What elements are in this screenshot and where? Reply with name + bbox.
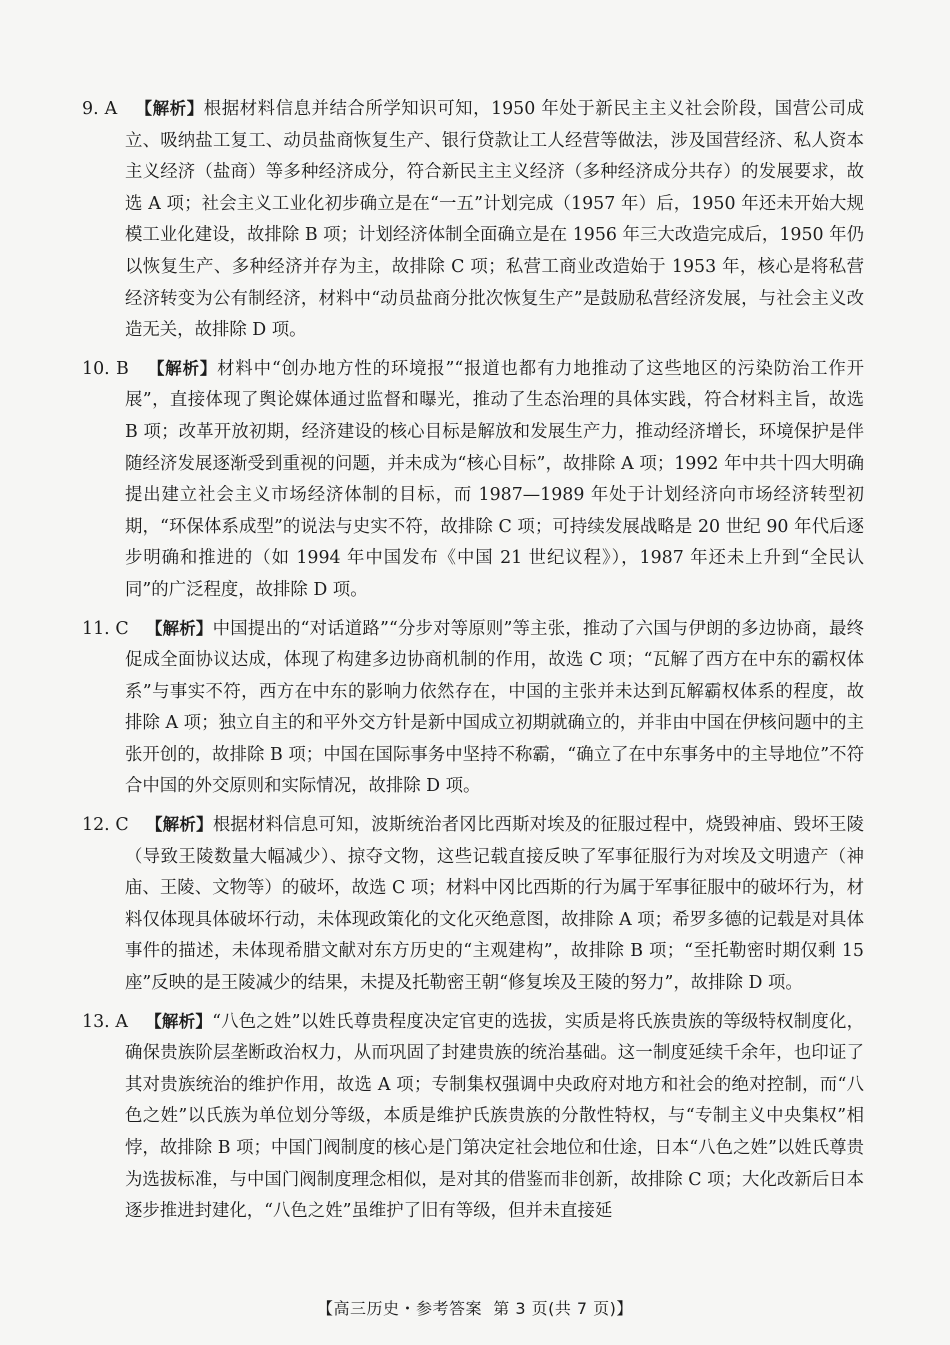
answer-number: 12. C bbox=[82, 815, 129, 836]
answer-item-10 bbox=[82, 353, 864, 607]
analysis-tag: 【解析】 bbox=[135, 99, 204, 118]
answer-text: “八色之姓”以姓氏尊贵程度决定官吏的选拔，实质是将氏族贵族的等级特权制度化，确保贵族阶层垄断政治权力，从而巩固了封建贵族的统治基础。这一制度延续千余年，也印证了其对贵族统治的维护作用，故选 A 项；专制集权强调中央政府对地方和社会的绝对控制，而“八色之姓”以氏族为单位划分等级，本质是维护氏族贵族的分散性特权，与“专制主义中央集权”相悖，故排除 B 项；中国门阀制度的核心是门第决定社会地位和仕途，日本“八色之姓”以姓氏尊贵为选拔标准，与中国门阀制度理念相似，是对其的借鉴而非创新，故排除 C 项；大化改新后日本逐步推进封建化，“八色之姓”虽维护了旧有等级，但并未直接延 bbox=[125, 1011, 864, 1222]
answer-item-9 bbox=[82, 93, 864, 347]
answer-number: 11. C bbox=[82, 618, 129, 639]
analysis-tag: 【解析】 bbox=[145, 1011, 213, 1031]
analysis-tag: 【解析】 bbox=[145, 815, 213, 835]
answer-item-11 bbox=[82, 613, 864, 804]
answer-text: 中国提出的“对话道路”“分步对等原则”等主张，推动了六国与伊朗的多边协商，最终促成全面协议达成，体现了构建多边协商机制的作用，故选 C 项；“瓦解了西方在中东的霸权体系”与事实不符，西方在中东的影响力依然存在，中国的主张并未达到瓦解霸权体系的程度，故排除 A 项；独立自主的和平外交方针是新中国成立初期就确立的，并非由中国在伊核问题中的主张开创的，故排除 B 项；中国在国际事务中坚持不称霸，“确立了在中东事务中的主导地位”不符合中国的外交原则和实际情况，故排除 D 项。 bbox=[125, 618, 864, 797]
answer-list bbox=[82, 93, 864, 1234]
footer-label: 【高三历史・参考答案 bbox=[317, 1299, 483, 1318]
page-footer bbox=[0, 1296, 950, 1319]
answer-item-12 bbox=[82, 809, 864, 1000]
answer-number: 10. B bbox=[82, 358, 129, 379]
answer-item-13 bbox=[82, 1006, 864, 1228]
answer-number: 13. A bbox=[82, 1011, 128, 1032]
analysis-tag: 【解析】 bbox=[147, 358, 218, 378]
answer-text: 材料中“创办地方性的环境报”“报道也都有力地推动了这些地区的污染防治工作开展”，直接体现了舆论媒体通过监督和曝光，推动了生态治理的具体实践，符合材料主旨，故选 B 项；改革开放初期，经济建设的核心目标是解放和发展生产力，推动经济增长，环境保护是伴随经济发展逐渐受到重视的问题，并未成为“核心目标”，故排除 A 项；1992 年中共十四大明确提出建立社会主义市场经济体制的目标，而 1987—1989 年处于计划经济向市场经济转型初期，“环保体系成型”的说法与史实不符，故排除 C 项；可持续发展战略是 20 世纪 90 年代后逐步明确和推进的（如 1994 年中国发布《中国 21 世纪议程》），1987 年还未上升到“全民认同”的广泛程度，故排除 D 项。 bbox=[125, 358, 864, 600]
answer-text: 根据材料信息并结合所学知识可知，1950 年处于新民主主义社会阶段，国营公司成立、吸纳盐工复工、动员盐商恢复生产、银行贷款让工人经营等做法，涉及国营经济、私人资本主义经济（盐商）等多种经济成分，符合新民主主义经济（多种经济成分共存）的发展要求，故选 A 项；社会主义工业化初步确立是在“一五”计划完成（1957 年）后，1950 年还未开始大规模工业化建设，故排除 B 项；计划经济体制全面确立是在 1956 年三大改造完成后，1950 年仍以恢复生产、多种经济并存为主，故排除 C 项；私营工商业改造始于 1953 年，核心是将私营经济转变为公有制经济，材料中“动员盐商分批次恢复生产”是鼓励私营经济发展，与社会主义改造无关，故排除 D 项。 bbox=[125, 99, 865, 341]
answer-text: 根据材料信息可知，波斯统治者冈比西斯对埃及的征服过程中，烧毁神庙、毁坏王陵（导致王陵数量大幅减少）、掠夺文物，这些记载直接反映了军事征服行为对埃及文明遗产（神庙、王陵、文物等）的破坏，故选 C 项；材料中冈比西斯的行为属于军事征服中的破坏行为，材料仅体现具体破坏行动，未体现政策化的文化灭绝意图，故排除 A 项；希罗多德的记载是对具体事件的描述，未体现希腊文献对东方历史的“主观建构”，故排除 B 项；“至托勒密时期仅剩 15 座”反映的是王陵减少的结果，未提及托勒密王朝“修复埃及王陵的努力”，故排除 D 项。 bbox=[125, 815, 864, 994]
answer-number: 9. A bbox=[82, 99, 118, 119]
footer-page-number: 第 3 页(共 7 页)】 bbox=[493, 1299, 633, 1318]
analysis-tag: 【解析】 bbox=[145, 618, 213, 638]
